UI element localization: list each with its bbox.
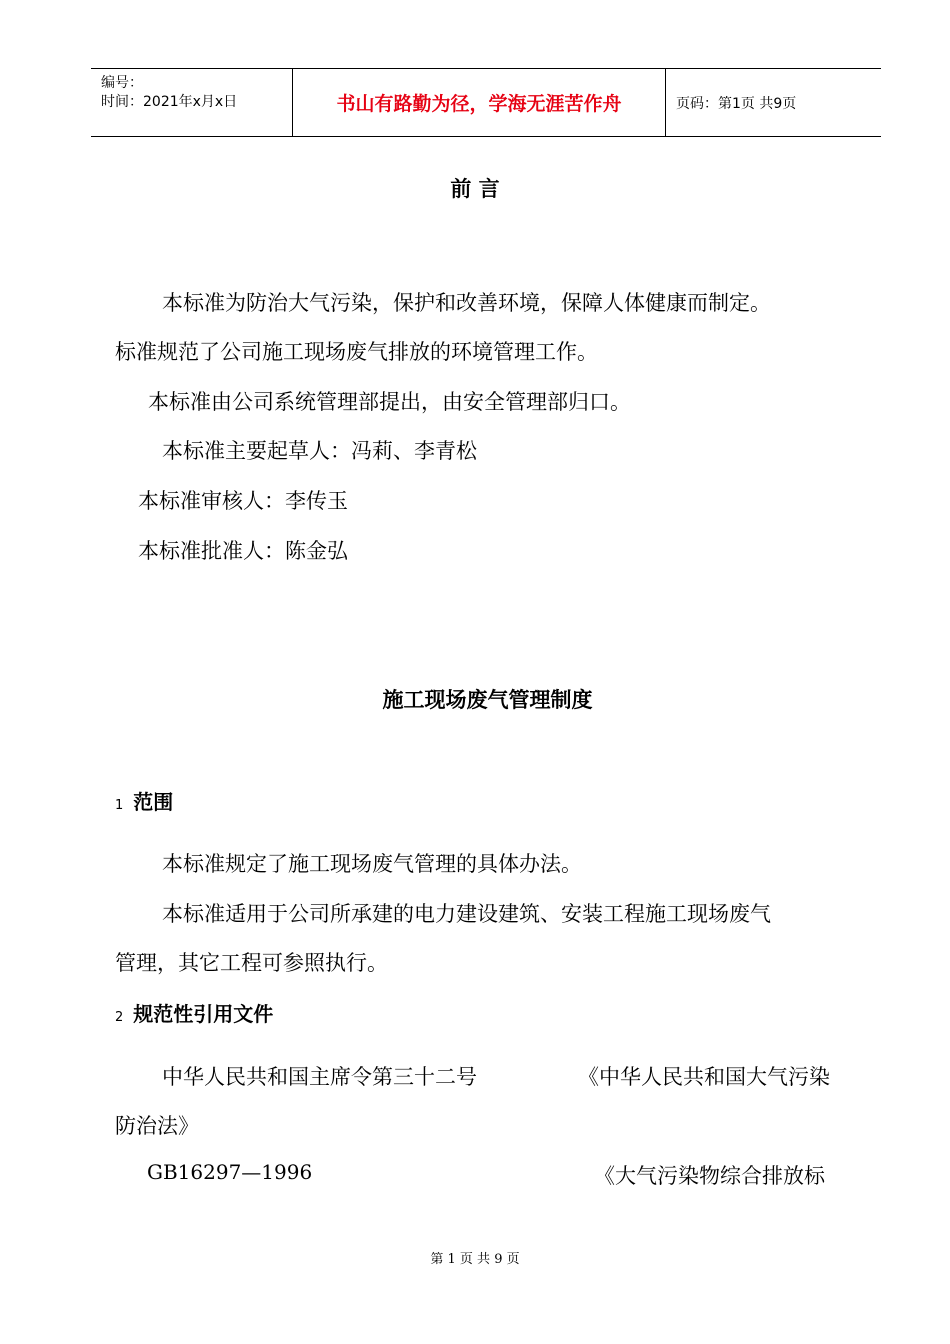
motto-text: 书山有路勤为径，学海无涯苦作舟 <box>336 93 622 115</box>
serial-label: 编号： <box>101 75 143 91</box>
preface-drafters: 本标准主要起草人：冯莉、李青松 <box>162 439 477 463</box>
header-meta-cell <box>91 69 293 136</box>
document-title: 施工现场废气管理制度 <box>382 688 593 712</box>
header-motto-cell <box>293 69 666 136</box>
section-1-paragraph-2-line-1: 本标准适用于公司所承建的电力建设建筑、安装工程施工现场废气 <box>162 902 771 926</box>
preface-reviewer: 本标准审核人：李传玉 <box>138 489 348 513</box>
section-1-paragraph-1: 本标准规定了施工现场废气管理的具体办法。 <box>162 852 582 876</box>
section-1-heading <box>115 786 173 815</box>
preface-paragraph-1-line-2: 标准规范了公司施工现场废气排放的环境管理工作。 <box>115 340 598 364</box>
header-page-cell <box>666 69 881 136</box>
section-1-number: 1 <box>115 798 124 813</box>
section-2-title: 规范性引用文件 <box>133 1002 274 1026</box>
reference-1-code: 中华人民共和国主席令第三十二号 <box>162 1065 477 1089</box>
reference-1-name-continued: 防治法》 <box>115 1114 199 1138</box>
header-page-info: 页码：第1页 共9页 <box>676 95 797 112</box>
document-header <box>91 68 881 137</box>
reference-2-name: 《大气污染物综合排放标 <box>594 1164 825 1188</box>
preface-paragraph-1-line-1: 本标准为防治大气污染，保护和改善环境，保障人体健康而制定。 <box>162 291 771 315</box>
page-footer: 第 1 页 共 9 页 <box>430 1252 520 1267</box>
preface-paragraph-2: 本标准由公司系统管理部提出，由安全管理部归口。 <box>148 390 631 414</box>
time-label: 时间：2021年x月x日 <box>101 94 238 110</box>
reference-2-code: GB16297—1996 <box>147 1160 313 1184</box>
preface-approver: 本标准批准人：陈金弘 <box>138 539 348 563</box>
preface-title: 前 言 <box>450 177 500 201</box>
section-2-heading <box>115 998 273 1027</box>
section-2-number: 2 <box>115 1010 124 1025</box>
section-1-paragraph-2-line-2: 管理，其它工程可参照执行。 <box>115 951 388 975</box>
section-1-title: 范围 <box>133 790 174 814</box>
reference-1-name: 《中华人民共和国大气污染 <box>578 1065 830 1089</box>
